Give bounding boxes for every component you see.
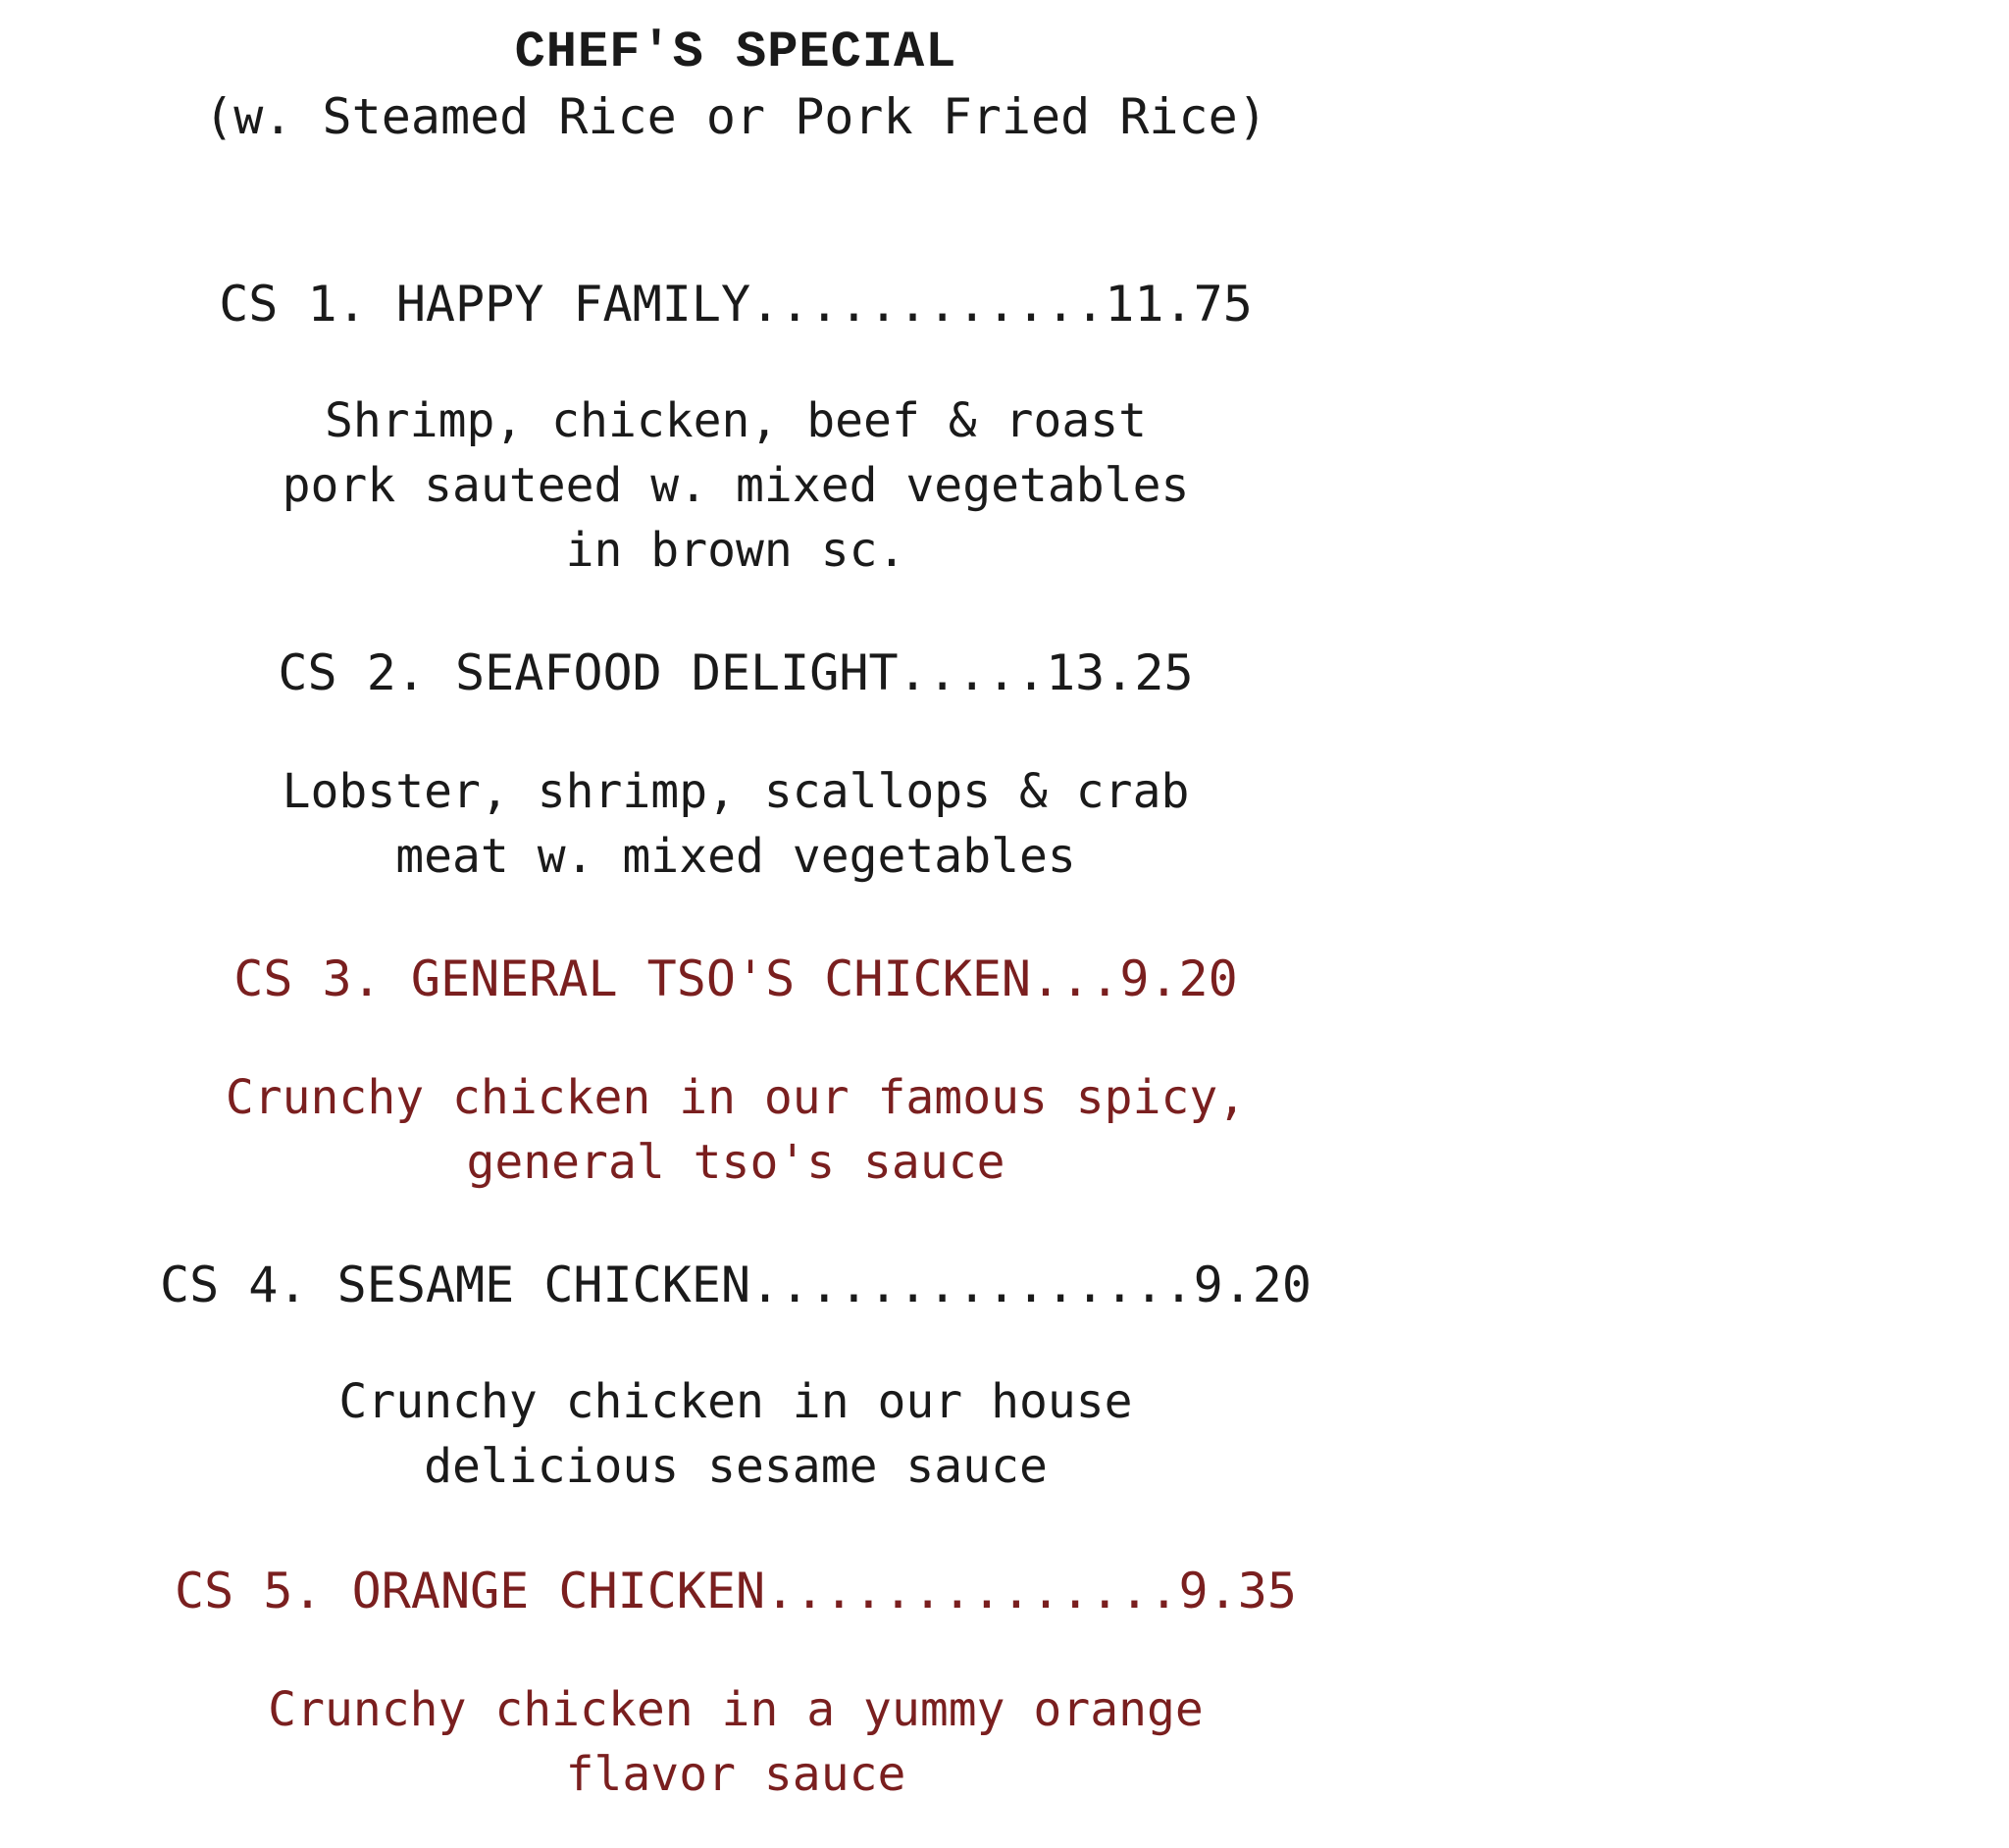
item-title-cs2: CS 2. SEAFOOD DELIGHT.....13.25	[278, 644, 1194, 701]
item-desc-line: general tso's sauce	[466, 1135, 1005, 1190]
item-desc-line: Shrimp, chicken, beef & roast	[324, 393, 1148, 448]
item-title-cs3: CS 3. GENERAL TSO'S CHICKEN...9.20	[233, 950, 1238, 1007]
item-desc-line: Crunchy chicken in our famous spicy,	[225, 1070, 1247, 1125]
item-desc-cs3	[0, 1065, 1471, 1195]
item-desc-line: pork sauteed w. mixed vegetables	[282, 458, 1190, 513]
item-desc-line: delicious sesame sauce	[424, 1439, 1048, 1494]
item-title-cs4: CS 4. SESAME CHICKEN...............9.20	[160, 1257, 1312, 1313]
item-desc-cs5	[0, 1677, 1471, 1807]
menu-subtitle: (w. Steamed Rice or Pork Fried Rice)	[204, 88, 1267, 145]
item-desc-cs2	[0, 759, 1471, 889]
item-desc-line: flavor sauce	[565, 1747, 906, 1802]
item-desc-line: Lobster, shrimp, scallops & crab	[282, 764, 1190, 819]
item-desc-cs4	[0, 1369, 1471, 1499]
item-desc-line: meat w. mixed vegetables	[395, 829, 1076, 884]
item-title-cs5: CS 5. ORANGE CHICKEN..............9.35	[175, 1563, 1297, 1619]
item-title-cs1: CS 1. HAPPY FAMILY............11.75	[219, 276, 1253, 333]
item-desc-cs1	[0, 388, 1471, 583]
menu-title: CHEF'S SPECIAL	[514, 24, 957, 81]
item-desc-line: Crunchy chicken in a yummy orange	[268, 1682, 1204, 1737]
item-desc-line: Crunchy chicken in our house	[338, 1374, 1133, 1429]
item-desc-line: in brown sc.	[565, 523, 906, 578]
